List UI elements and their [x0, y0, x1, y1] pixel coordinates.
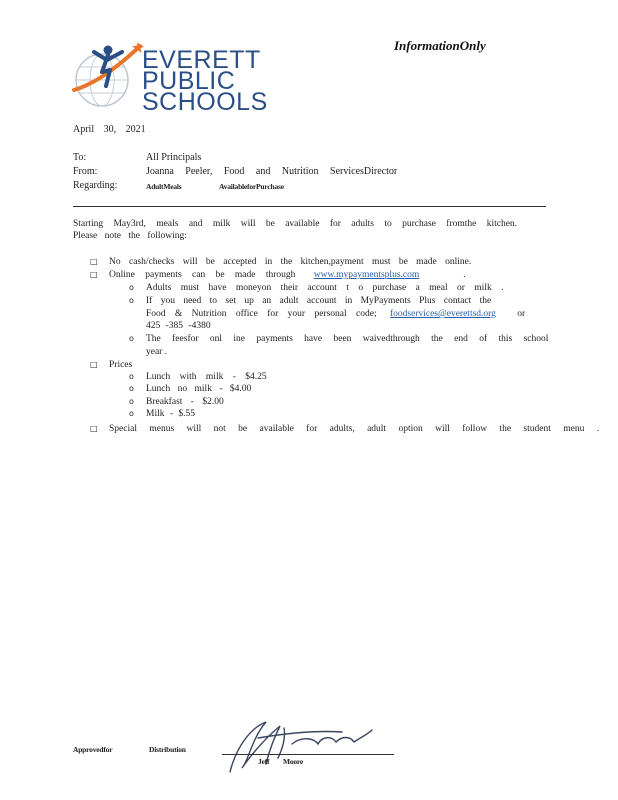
header-divider	[73, 206, 546, 207]
bullet-3-marker: □	[90, 360, 98, 369]
logo-wordmark	[142, 46, 268, 116]
sub-bullet-2-line-2	[146, 309, 525, 319]
regarding-label: Regarding:	[73, 180, 118, 191]
bullet-2-lead: Online payments can be made through	[109, 270, 296, 280]
price-item-4: Milk - $.55	[146, 409, 196, 419]
bullet-4-text: Special menus will not be available for adults, adult option will follow the student menu .	[109, 424, 600, 434]
sub-bullet-3-line-1: The feesfor onl ine payments have been waivedthrough the end of this school	[146, 334, 549, 344]
signature-line	[222, 754, 394, 755]
price-item-3-marker: o	[129, 397, 134, 406]
logo-globe-icon	[72, 40, 144, 112]
price-item-3: Breakfast - $2.00	[146, 397, 224, 407]
information-only-label: InformationOnly	[394, 38, 486, 53]
sub-bullet-2-or: or	[517, 309, 526, 319]
bullet-2-marker: □	[90, 270, 98, 279]
memo-date: April 30, 2021	[73, 124, 146, 135]
mypaymentsplus-link[interactable]: www.mypaymentsplus.com	[313, 270, 420, 280]
sub-bullet-3-line-2: year .	[146, 347, 168, 357]
from-value: Joanna Peeler, Food and Nutrition ServicesDirector	[146, 166, 398, 177]
bullet-1-text: No cash/checks will be accepted in the kitchen,payment must be made online.	[109, 257, 472, 267]
sub-bullet-1-marker: o	[129, 283, 134, 292]
intro-line-1: Starting May3rd, meals and milk will be available for adults to purchase fromthe kitchen.	[73, 219, 518, 229]
to-label: To:	[73, 152, 87, 163]
sub-bullet-2-line-2-text: Food & Nutrition office for your personal code;	[146, 309, 377, 319]
sub-bullet-1-text: Adults must have moneyon their account t o purchase a meal or milk .	[146, 283, 504, 293]
bullet-4-marker: □	[90, 424, 98, 433]
logo-line-1: EVERETT	[142, 46, 261, 74]
from-label: From:	[73, 166, 98, 177]
sub-bullet-2-phone: 425 -385 -4380	[146, 321, 211, 331]
intro-line-2: Please note the following:	[73, 231, 187, 241]
price-item-4-marker: o	[129, 409, 134, 418]
bullet-3-text: Prices	[109, 360, 133, 370]
price-item-2-marker: o	[129, 384, 134, 393]
sub-bullet-2-line-1: If you need to set up an adult account in MyPayments Plus contact the	[146, 296, 492, 306]
price-item-1: Lunch with milk - $4.25	[146, 372, 267, 382]
school-logo	[72, 36, 268, 116]
to-value: All Principals	[146, 152, 202, 163]
price-item-2: Lunch no milk - $4.00	[146, 384, 252, 394]
sub-bullet-2-marker: o	[129, 296, 134, 305]
bullet-1-marker: □	[90, 257, 98, 266]
distribution-label: Distribution	[149, 745, 186, 754]
sub-bullet-3-marker: o	[129, 334, 134, 343]
logo-line-3: SCHOOLS	[142, 88, 268, 116]
signer-name: Jeff Moore	[258, 757, 304, 766]
approved-for-label: Approvedfor	[73, 745, 113, 754]
logo-line-2: PUBLIC	[142, 67, 236, 95]
bullet-2-end: .	[463, 270, 466, 280]
bullet-2-text	[109, 270, 466, 280]
regarding-value-2: AvailableforPurchase	[219, 182, 284, 191]
foodservices-email-link[interactable]: foodservices@everettsd.org	[389, 309, 496, 319]
price-item-1-marker: o	[129, 372, 134, 381]
signature-image	[222, 718, 382, 778]
regarding-value-1: AdultMeals	[146, 182, 182, 191]
